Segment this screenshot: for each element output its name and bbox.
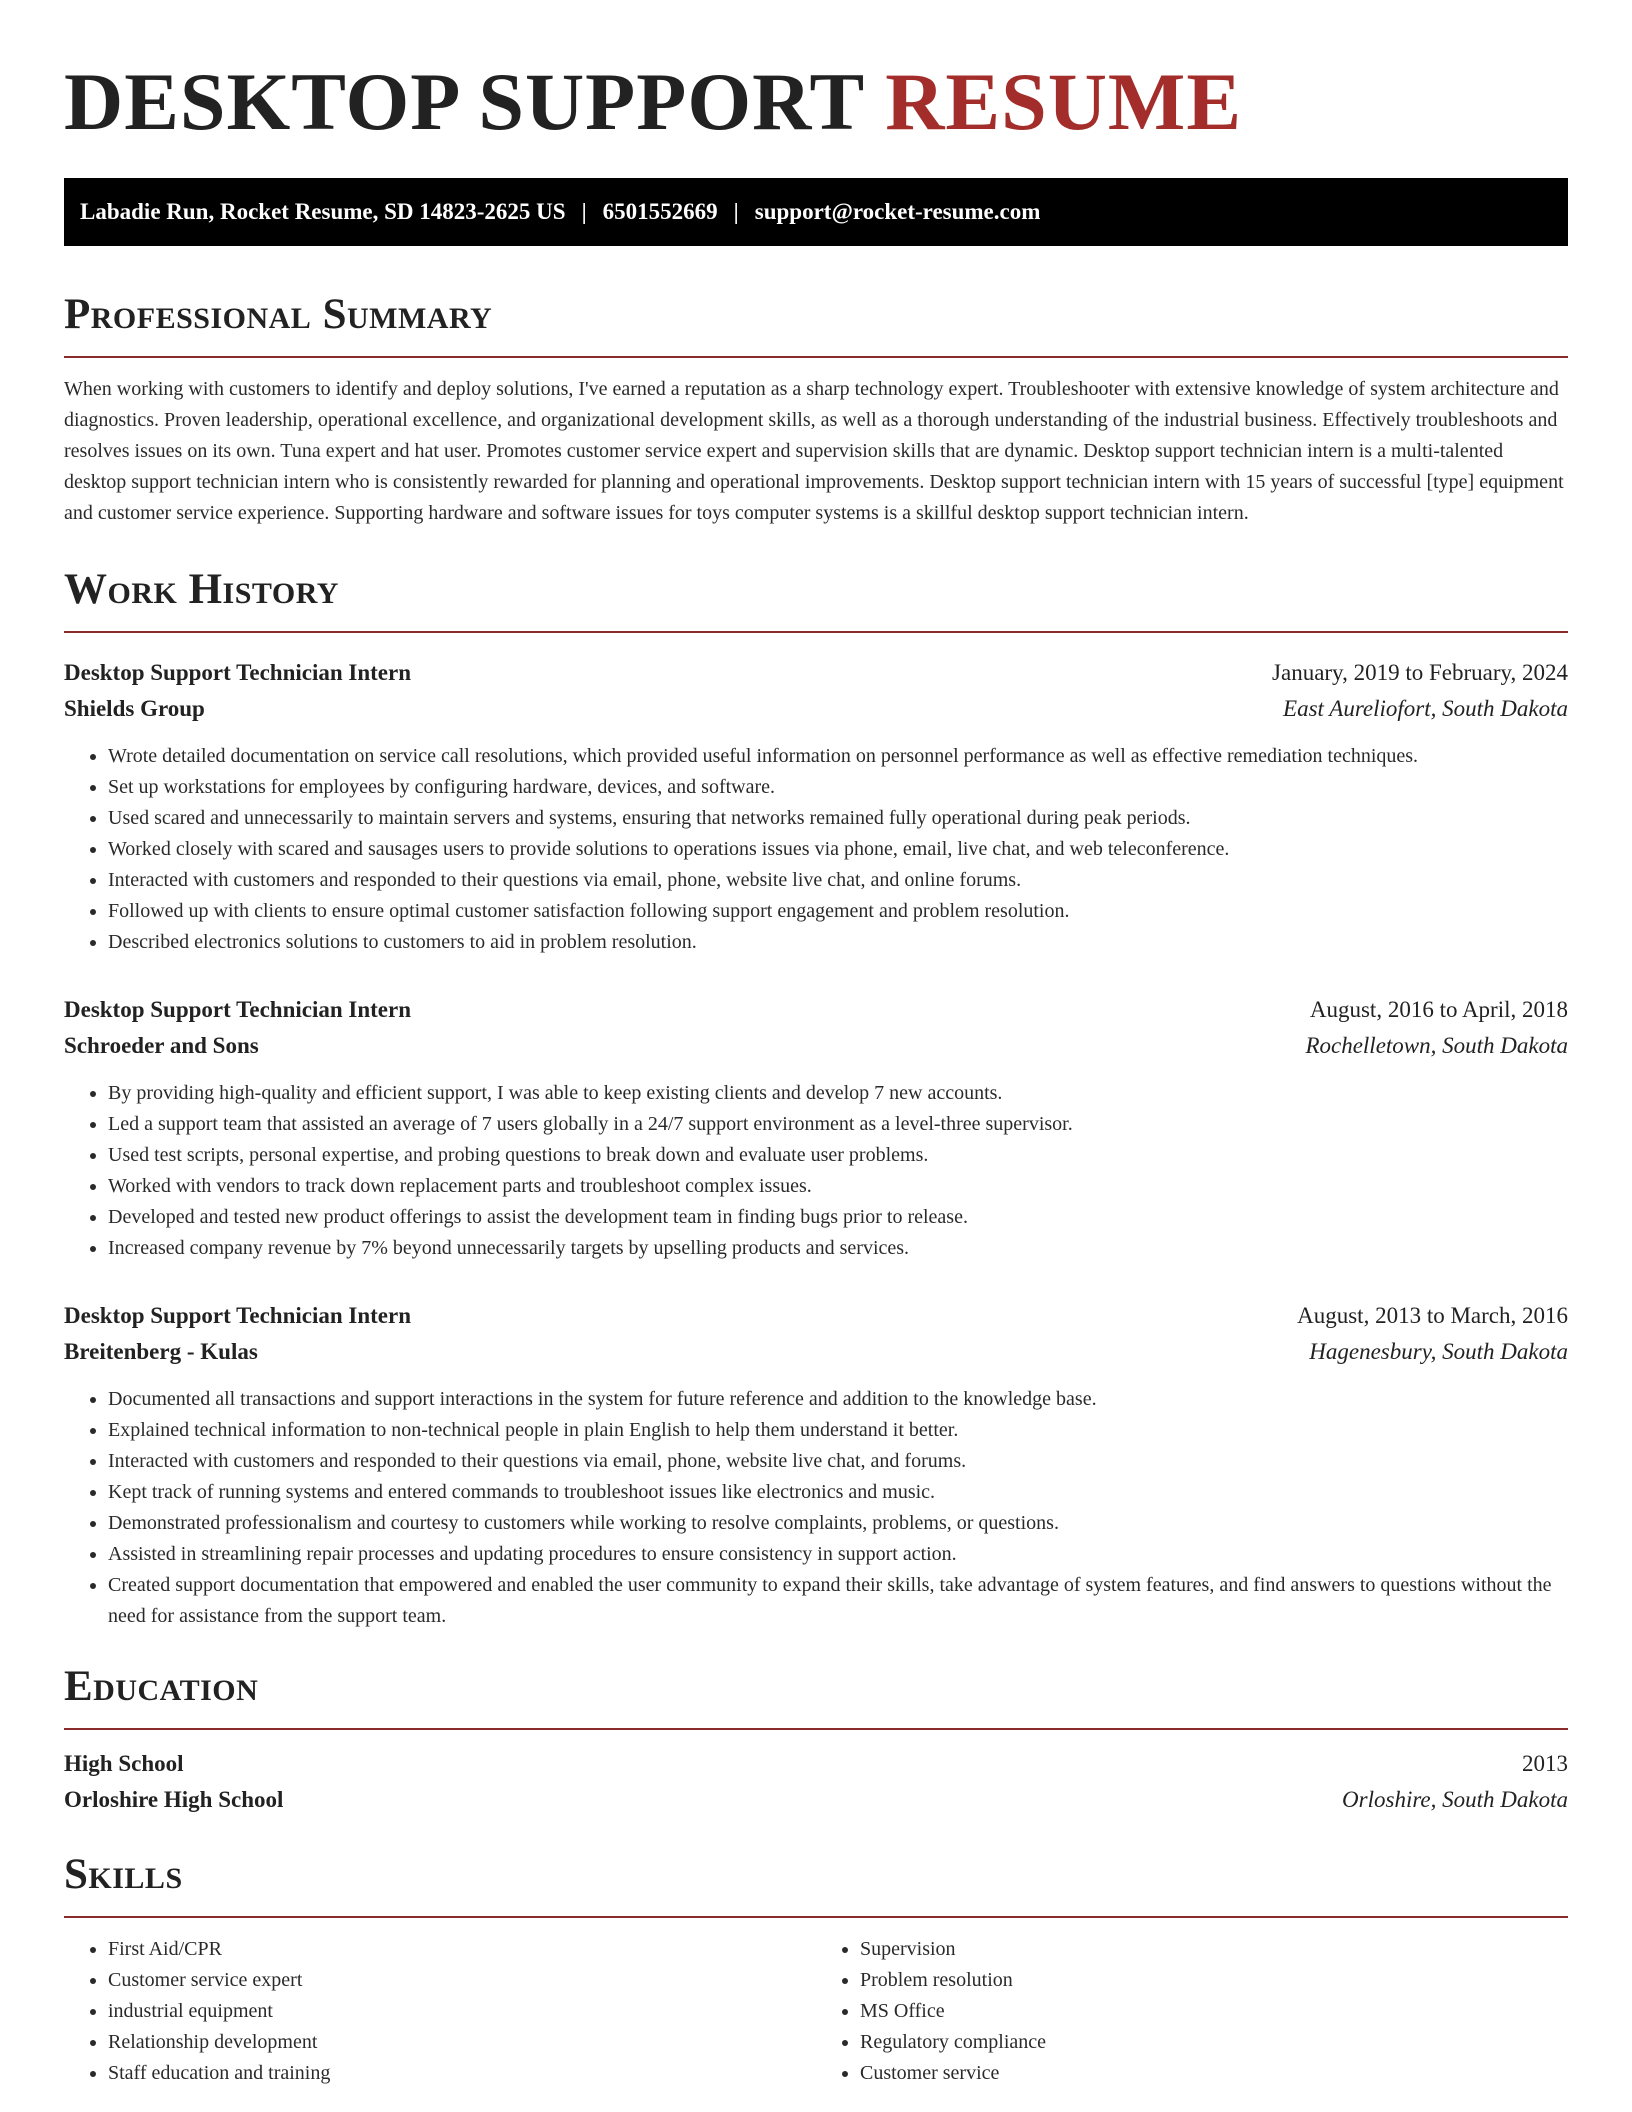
section-divider [64,1728,1568,1730]
list-item: • Wrote detailed documentation on service call resolutions, which provided useful information on personnel performance as well as effective remediation techniques. [108,741,1568,772]
section-heading: Work History [64,566,339,613]
job-dates: August, 2016 to April, 2018 [1309,997,1568,1022]
job-title: Desktop Support Technician Intern [64,997,411,1022]
list-item: • Used scared and unnecessarily to maintain servers and systems, ensuring that networks remained fully operational during peak periods. [108,803,1568,834]
skills-list-left [64,1934,816,2089]
job-entry [64,992,1568,1264]
title-accent: RESUME [885,56,1243,147]
resume-title [64,52,1568,152]
skill-item: • First Aid/CPR [108,1934,816,1965]
job-subheader [64,1028,1568,1064]
list-item: • Worked closely with scared and sausages users to provide solutions to operations issues via phone, email, live chat, and web teleconference. [108,834,1568,865]
job-dates: January, 2019 to February, 2024 [1272,660,1568,685]
job-company: Schroeder and Sons [64,1033,259,1058]
skills-columns [64,1934,1568,2089]
education-subheader [64,1782,1568,1818]
job-bullets [64,1384,1568,1632]
job-company: Shields Group [64,696,205,721]
job-bullets [64,741,1568,958]
list-item: • Interacted with customers and responded to their questions via email, phone, website live chat, and online forums. [108,865,1568,896]
list-item: • Kept track of running systems and entered commands to troubleshoot issues like electronics and music. [108,1477,1568,1508]
title-main: DESKTOP SUPPORT [64,56,864,147]
contact-address: Labadie Run, Rocket Resume, SD 14823-2625 US [80,199,566,224]
summary-section [64,290,1568,529]
skill-item: • Staff education and training [108,2058,816,2089]
job-location: East Aureliofort, South Dakota [1283,696,1568,721]
contact-separator: | [581,199,587,224]
section-heading: Education [64,1663,259,1710]
contact-email: support@rocket-resume.com [754,199,1041,224]
list-item: • Described electronics solutions to customers to aid in problem resolution. [108,927,1568,958]
list-item: • Developed and tested new product offerings to assist the development team in finding bugs prior to release. [108,1202,1568,1233]
work-history-section [64,565,1568,1632]
job-header [64,1298,1568,1334]
list-item: • Increased company revenue by 7% beyond unnecessarily targets by upselling products and services. [108,1233,1568,1264]
education-school: Orloshire High School [64,1787,284,1812]
skills-list-right [816,1934,1568,2089]
job-header [64,655,1568,691]
job-entry [64,655,1568,958]
section-heading: Skills [64,1851,183,1898]
list-item: • Created support documentation that empowered and enabled the user community to expand their skills, take advantage of system features, and find answers to questions without the need for assistance from the support team. [108,1570,1568,1632]
skill-item: • MS Office [860,1996,1568,2027]
job-header [64,992,1568,1028]
education-header [64,1746,1568,1782]
education-location: Orloshire, South Dakota [1342,1787,1568,1812]
section-heading: Professional Summary [64,291,493,338]
skill-item: • industrial equipment [108,1996,816,2027]
job-dates: August, 2013 to March, 2016 [1297,1303,1568,1328]
list-item: • By providing high-quality and efficient support, I was able to keep existing clients and develop 7 new accounts. [108,1078,1568,1109]
contact-phone: 6501552669 [602,199,718,224]
education-year: 2013 [1522,1751,1568,1776]
section-divider [64,1916,1568,1918]
summary-text: When working with customers to identify and deploy solutions, I've earned a reputation as a sharp technology expert. Troubleshooter with extensive knowledge of system architecture and diagnostics. Proven leadership, operational excellence, and organizational development skills, as well as a thorough understanding of the industrial business. Effectively troubleshoots and resolves issues on its own. Tuna expert and hat user. Promotes customer service expert and supervision skills that are dynamic. Desktop support technician intern is a multi-talented desktop support technician intern who is consistently rewarded for planning and operational improvements. Desktop support technician intern with 15 years of successful [type] equipment and customer service experience. Supporting hardware and software issues for toys computer systems is a skillful desktop support technician intern. [64,378,1564,524]
contact-bar [64,178,1568,246]
list-item: • Led a support team that assisted an average of 7 users globally in a 24/7 support environment as a level-three supervisor. [108,1109,1568,1140]
contact-separator: | [733,199,739,224]
skill-item: • Problem resolution [860,1965,1568,1996]
job-location: Rochelletown, South Dakota [1305,1033,1568,1058]
list-item: • Assisted in streamlining repair processes and updating procedures to ensure consistency in support action. [108,1539,1568,1570]
job-location: Hagenesbury, South Dakota [1309,1339,1568,1364]
job-title: Desktop Support Technician Intern [64,1303,411,1328]
section-divider [64,356,1568,358]
list-item: • Followed up with clients to ensure optimal customer satisfaction following support engagement and problem resolution. [108,896,1568,927]
job-subheader [64,1334,1568,1370]
skill-item: • Regulatory compliance [860,2027,1568,2058]
education-entry [64,1746,1568,1818]
education-section [64,1662,1568,1818]
job-entry [64,1298,1568,1632]
list-item: • Set up workstations for employees by configuring hardware, devices, and software. [108,772,1568,803]
list-item: • Used test scripts, personal expertise, and probing questions to break down and evaluate user problems. [108,1140,1568,1171]
list-item: • Documented all transactions and support interactions in the system for future reference and addition to the knowledge base. [108,1384,1568,1415]
skill-item: • Supervision [860,1934,1568,1965]
skills-section [64,1850,1568,2089]
job-subheader [64,691,1568,727]
skill-item: • Customer service [860,2058,1568,2089]
job-company: Breitenberg - Kulas [64,1339,258,1364]
job-bullets [64,1078,1568,1264]
list-item: • Worked with vendors to track down replacement parts and troubleshoot complex issues. [108,1171,1568,1202]
list-item: • Interacted with customers and responded to their questions via email, phone, website live chat, and forums. [108,1446,1568,1477]
skill-item: • Customer service expert [108,1965,816,1996]
list-item: • Demonstrated professionalism and courtesy to customers while working to resolve complaints, problems, or questions. [108,1508,1568,1539]
list-item: • Explained technical information to non-technical people in plain English to help them understand it better. [108,1415,1568,1446]
education-degree: High School [64,1751,184,1776]
skill-item: • Relationship development [108,2027,816,2058]
section-divider [64,631,1568,633]
job-title: Desktop Support Technician Intern [64,660,411,685]
